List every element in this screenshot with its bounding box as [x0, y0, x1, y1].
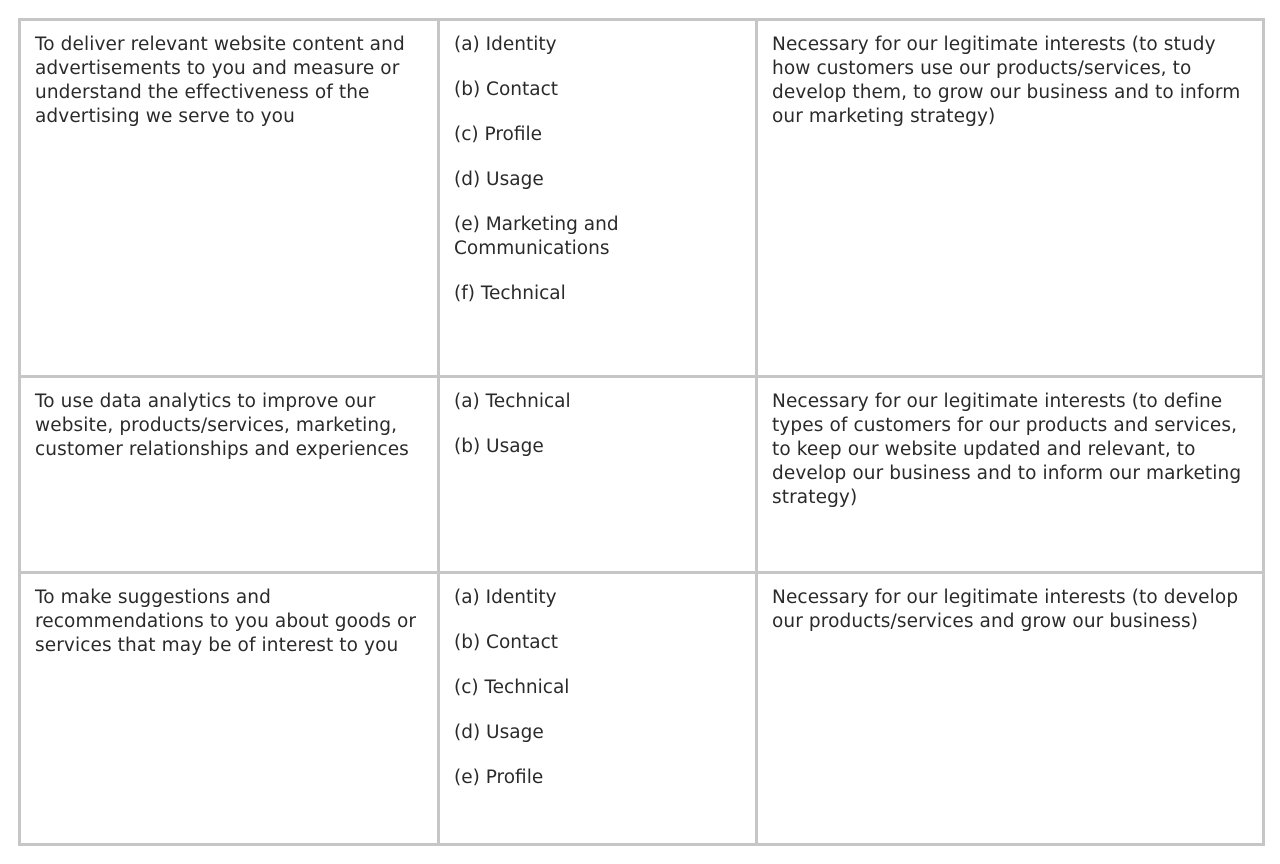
table-row [20, 573, 1264, 845]
data-type-item: (d) Usage [454, 169, 544, 190]
data-type-cell [439, 573, 757, 845]
purpose-text: To use data analytics to improve our website, products/services, marketing, customer relationships and experiences [35, 391, 409, 460]
purpose-text: To make suggestions and recommendations to you about goods or services that may be of interest to you [35, 587, 417, 656]
table-row [20, 377, 1264, 573]
data-type-list [454, 390, 741, 459]
lawful-basis-text: Necessary for our legitimate interests (to define types of customers for our products and services, to keep our website updated and relevant, to develop our business and to inform our marketing strategy) [772, 391, 1242, 508]
lawful-basis-text: Necessary for our legitimate interests (to study how customers use our products/services, to develop them, to grow our business and to inform our marketing strategy) [772, 34, 1241, 127]
data-type-item: (a) Technical [454, 391, 571, 412]
table-row [20, 20, 1264, 377]
lawful-basis-cell [757, 573, 1264, 845]
data-type-item: (d) Usage [454, 722, 544, 743]
data-type-item: (e) Profile [454, 767, 544, 788]
data-type-cell [439, 377, 757, 573]
data-type-item: (c) Profile [454, 124, 543, 145]
data-type-item: (a) Identity [454, 34, 557, 55]
data-type-cell [439, 20, 757, 377]
data-type-item: (b) Usage [454, 436, 544, 457]
data-type-item: (e) Marketing and Communications [454, 214, 619, 259]
lawful-basis-cell [757, 20, 1264, 377]
data-type-item: (c) Technical [454, 677, 570, 698]
data-type-list [454, 586, 741, 790]
data-type-item: (b) Contact [454, 79, 559, 100]
purpose-cell [20, 20, 439, 377]
data-type-item: (a) Identity [454, 587, 557, 608]
purpose-cell [20, 377, 439, 573]
purpose-text: To deliver relevant website content and advertisements to you and measure or understand the effectiveness of the advertising we serve to you [35, 34, 405, 127]
lawful-basis-cell [757, 377, 1264, 573]
data-type-item: (b) Contact [454, 632, 559, 653]
data-processing-table [18, 18, 1265, 846]
data-type-list [454, 33, 741, 306]
purpose-cell [20, 573, 439, 845]
lawful-basis-text: Necessary for our legitimate interests (to develop our products/services and grow our business) [772, 587, 1239, 632]
data-type-item: (f) Technical [454, 283, 566, 304]
